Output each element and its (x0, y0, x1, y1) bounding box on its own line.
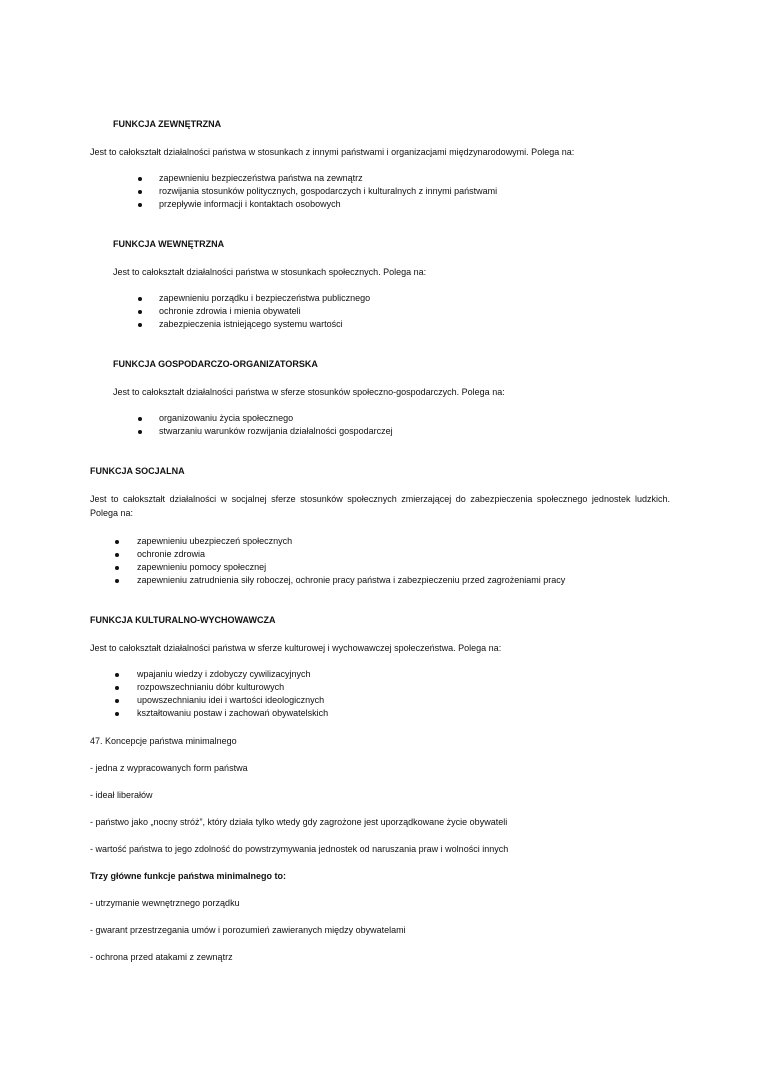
minimal-state-point: - jedna z wypracowanych form państwa (90, 763, 248, 773)
section-intro-socjalna-line1: Jest to całokształt działalności w socjalnej sferze stosunków społecznych zmierzającej do zabezpieczenia społecznego jednostek ludzkich. (90, 494, 670, 504)
section-title-gospodarczo: FUNKCJA GOSPODARCZO-ORGANIZATORSKA (113, 359, 318, 369)
bullet-icon (138, 177, 142, 181)
list-item: upowszechnianiu idei i wartości ideologicznych (137, 695, 325, 705)
bullet-icon (138, 190, 142, 194)
list-item: wpajaniu wiedzy i zdobyczy cywilizacyjnych (137, 669, 311, 679)
list-item: zapewnieniu bezpieczeństwa państwa na zewnątrz (159, 173, 363, 183)
bullet-icon (115, 699, 119, 703)
list-item: ochronie zdrowia i mienia obywateli (159, 306, 301, 316)
list-item: zapewnieniu ubezpieczeń społecznych (137, 536, 293, 546)
section-intro-gospodarczo: Jest to całokształt działalności państwa w sferze stosunków społeczno-gospodarczych. Polega na: (113, 387, 505, 397)
minimal-state-function: - ochrona przed atakami z zewnątrz (90, 952, 233, 962)
minimal-state-point: - wartość państwa to jego zdolność do powstrzymywania jednostek od naruszania praw i wolności innych (90, 844, 509, 854)
section-intro-kulturalno: Jest to całokształt działalności państwa w sferze kulturowej i wychowawczej społeczeństwa. Polega na: (90, 643, 502, 653)
list-item: kształtowaniu postaw i zachowań obywatelskich (137, 708, 329, 718)
bullet-icon (115, 579, 119, 583)
minimal-state-function: - utrzymanie wewnętrznego porządku (90, 898, 240, 908)
section-title-socjalna: FUNKCJA SOCJALNA (90, 466, 185, 476)
bullet-icon (138, 203, 142, 207)
section-intro-socjalna-line2: Polega na: (90, 508, 134, 518)
section-title-zewnetrzna: FUNKCJA ZEWNĘTRZNA (113, 119, 222, 129)
bullet-icon (138, 417, 142, 421)
list-item: rozpowszechnianiu dóbr kulturowych (137, 682, 285, 692)
bullet-icon (115, 540, 119, 544)
bullet-icon (115, 686, 119, 690)
list-item: zapewnieniu pomocy społecznej (137, 562, 267, 572)
list-item: stwarzaniu warunków rozwijania działalności gospodarczej (159, 426, 393, 436)
bullet-icon (115, 673, 119, 677)
bullet-icon (115, 553, 119, 557)
bullet-icon (138, 323, 142, 327)
minimal-state-functions-title: Trzy główne funkcje państwa minimalnego to: (90, 871, 287, 881)
minimal-state-function: - gwarant przestrzegania umów i porozumień zawieranych między obywatelami (90, 925, 406, 935)
bullet-icon (115, 712, 119, 716)
minimal-state-point: - państwo jako „nocny stróż”, który działa tylko wtedy gdy zagrożone jest uporządkowane życie obywateli (90, 817, 508, 827)
minimal-state-heading: 47. Koncepcje państwa minimalnego (90, 736, 237, 746)
bullet-icon (115, 566, 119, 570)
list-item: ochronie zdrowia (137, 549, 206, 559)
section-intro-zewnetrzna: Jest to całokształt działalności państwa w stosunkach z innymi państwami i organizacjami międzynarodowymi. Polega na: (90, 147, 575, 157)
list-item: organizowaniu życia społecznego (159, 413, 294, 423)
list-item: rozwijania stosunków politycznych, gospodarczych i kulturalnych z innymi państwami (159, 186, 498, 196)
list-item: zabezpieczenia istniejącego systemu wartości (159, 319, 343, 329)
bullet-icon (138, 297, 142, 301)
section-intro-wewnetrzna: Jest to całokształt działalności państwa w stosunkach społecznych. Polega na: (113, 267, 427, 277)
minimal-state-point: - ideał liberałów (90, 790, 153, 800)
bullet-icon (138, 310, 142, 314)
list-item: przepływie informacji i kontaktach osobowych (159, 199, 341, 209)
list-item: zapewnieniu porządku i bezpieczeństwa publicznego (159, 293, 371, 303)
section-title-kulturalno: FUNKCJA KULTURALNO-WYCHOWAWCZA (90, 615, 276, 625)
section-title-wewnetrzna: FUNKCJA WEWNĘTRZNA (113, 239, 225, 249)
bullet-icon (138, 430, 142, 434)
list-item: zapewnieniu zatrudnienia siły roboczej, ochronie pracy państwa i zabezpieczeniu przed zagrożeniami pracy (137, 575, 566, 585)
